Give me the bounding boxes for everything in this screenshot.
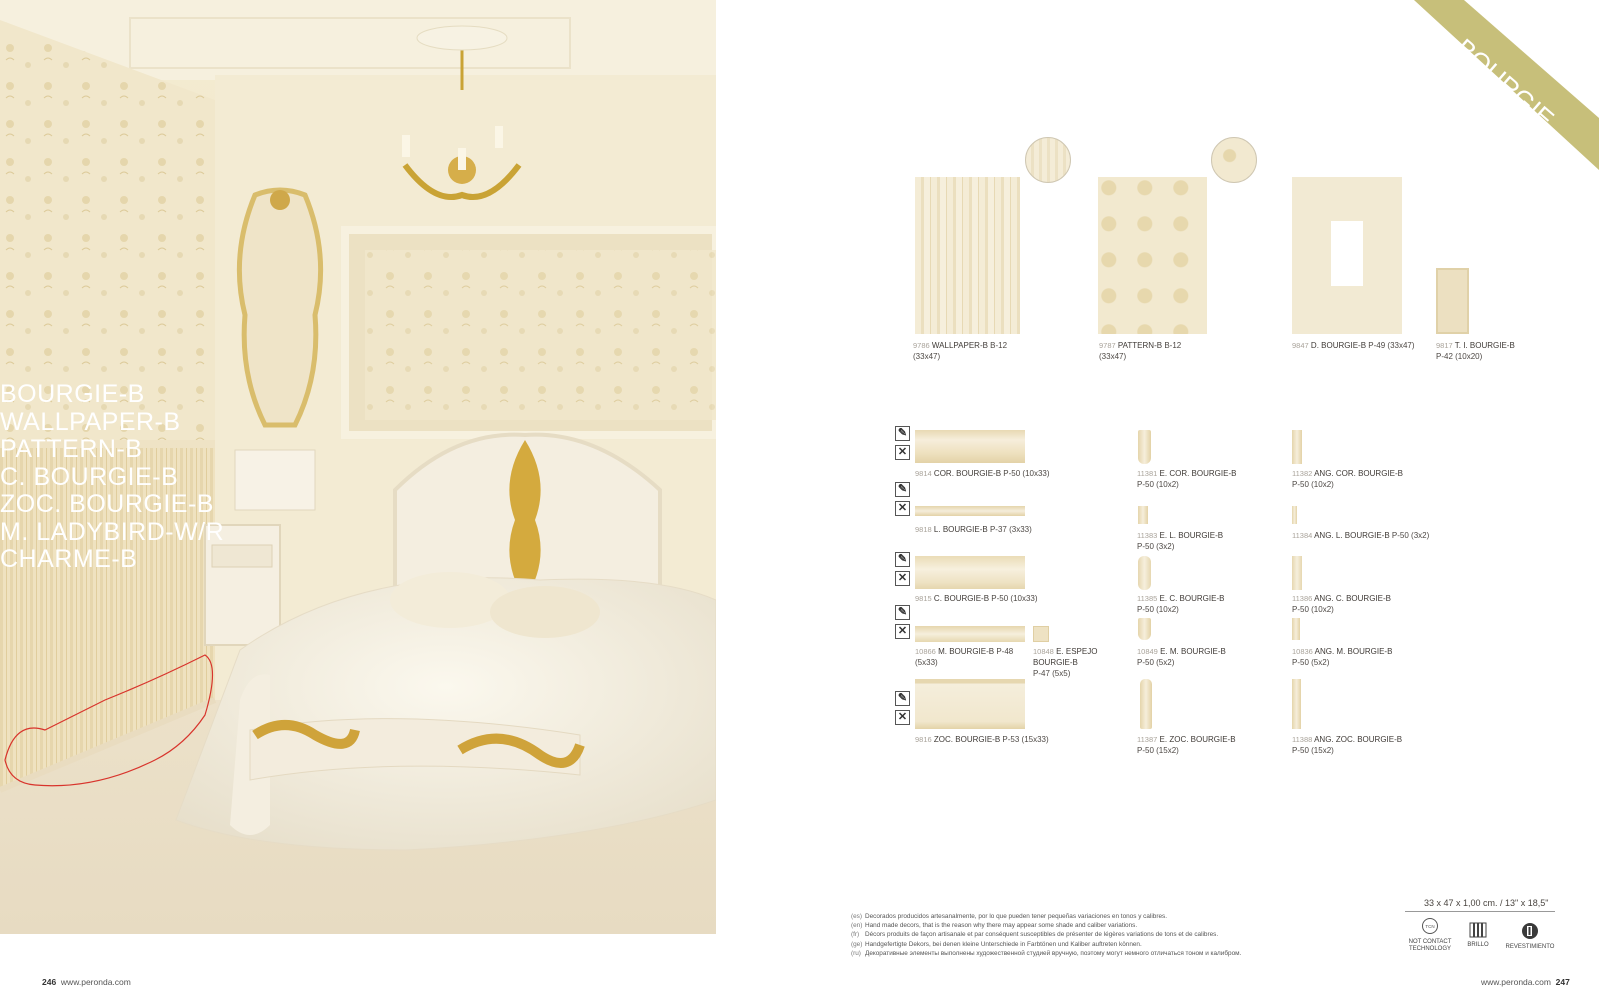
tile-dimensions: 33 x 47 x 1,00 cm. / 13" x 18,5" — [1424, 898, 1549, 908]
moulding-label: 10866 M. BOURGIE-B P-48 (5x33) — [915, 647, 1014, 667]
tile-label-wallpaper: 9786 WALLPAPER-B B-12 (33x47) — [913, 341, 1008, 361]
moulding-c — [915, 556, 1025, 589]
note-line: (es) Decorados producidos artesanalmente, por lo que pueden tener pequeñas variaciones en tonos y calibres. — [851, 913, 1167, 920]
corner-piece-m — [1292, 618, 1300, 640]
right-page-number: 247 — [1555, 977, 1570, 987]
corner-piece-zoc — [1292, 679, 1301, 729]
right-website-link[interactable]: www.peronda.com — [1481, 977, 1551, 987]
no-cut-icon: ✕ — [895, 710, 910, 725]
wallpaper-tile — [915, 177, 1020, 334]
not-contact-badge: TCN NOT CONTACT TECHNOLOGY — [1405, 917, 1455, 954]
pattern-tile — [1098, 177, 1207, 334]
no-cut-icon: ✕ — [895, 571, 910, 586]
moulding-label: 9814 COR. BOURGIE-B P-50 (10x33) — [915, 469, 1050, 478]
model-name-list — [0, 381, 224, 574]
model-name: PATTERN-B — [0, 435, 143, 463]
corner-piece-label: 10836 ANG. M. BOURGIE-B P-50 (5x2) — [1292, 647, 1393, 667]
no-cut-icon: ✕ — [895, 445, 910, 460]
handmade-brush-icon: ✎ — [895, 552, 910, 567]
handmade-brush-icon: ✎ — [895, 691, 910, 706]
ti-tile — [1436, 268, 1469, 334]
corner-piece-label: 11384 ANG. L. BOURGIE-B P-50 (3x2) — [1292, 531, 1430, 540]
end-piece-label: 11381 E. COR. BOURGIE-B P-50 (10x2) — [1137, 469, 1237, 489]
end-piece-label: 11385 E. C. BOURGIE-B P-50 (10x2) — [1137, 594, 1225, 614]
end-piece-label: 10849 E. M. BOURGIE-B P-50 (5x2) — [1137, 647, 1226, 667]
revestimiento-badge: REVESTIMIENTO — [1500, 922, 1560, 951]
tcn-circle-icon — [1421, 917, 1439, 935]
moulding-zoc — [915, 679, 1025, 729]
model-name: BOURGIE-B — [0, 380, 145, 408]
pattern-swatch — [1211, 137, 1257, 183]
end-piece-label: 11387 E. ZOC. BOURGIE-B P-50 (15x2) — [1137, 735, 1236, 755]
model-name: C. BOURGIE-B — [0, 462, 179, 491]
divider — [1405, 911, 1555, 912]
handmade-brush-icon: ✎ — [895, 426, 910, 441]
moulding-m — [915, 626, 1025, 642]
corner-piece-l — [1292, 506, 1297, 524]
moulding-l — [915, 506, 1025, 516]
model-name: WALLPAPER-B — [0, 407, 181, 436]
model-name: M. LADYBIRD-W/R — [0, 517, 225, 546]
left-page-number: 246 — [42, 977, 57, 987]
wall-tile-icon — [1521, 922, 1539, 940]
decor-tile — [1292, 177, 1402, 334]
handmade-brush-icon: ✎ — [895, 605, 910, 620]
note-line: (en) Hand made decors, that is the reason why there may appear some shade and caliber variations. — [851, 922, 1138, 930]
right-folio — [1481, 977, 1570, 987]
corner-piece-label: 11386 ANG. C. BOURGIE-B P-50 (10x2) — [1292, 594, 1391, 614]
moulding-cor — [915, 430, 1025, 463]
tile-label-ti: 9817 T. I. BOURGIE-B P-42 (10x20) — [1436, 341, 1515, 361]
mirror-opening — [1331, 221, 1363, 286]
moulding-label: 9816 ZOC. BOURGIE-B P-53 (15x33) — [915, 735, 1049, 744]
left-folio — [42, 977, 131, 987]
no-cut-icon: ✕ — [895, 624, 910, 639]
corner-piece-cor — [1292, 430, 1302, 464]
moulding-label: 10848 E. ESPEJO BOURGIE-B P-47 (5x5) — [1033, 647, 1098, 678]
tile-label-decor: 9847 D. BOURGIE-B P-49 (33x47) — [1292, 341, 1415, 350]
no-cut-icon: ✕ — [895, 501, 910, 516]
bedroom-photo — [0, 0, 716, 934]
wallpaper-swatch — [1025, 137, 1071, 183]
end-piece-m — [1138, 618, 1151, 640]
moulding-label: 9815 C. BOURGIE-B P-50 (10x33) — [915, 594, 1038, 603]
corner-piece-label: 11382 ANG. COR. BOURGIE-B P-50 (10x2) — [1292, 469, 1403, 489]
end-piece-zoc — [1140, 679, 1152, 729]
brillo-badge: BRILLO — [1460, 922, 1496, 949]
model-name: ZOC. BOURGIE-B — [0, 490, 214, 518]
corner-band — [1359, 0, 1599, 170]
corner-piece-c — [1292, 556, 1302, 590]
end-piece-c — [1138, 556, 1151, 590]
svg-text:TCN: TCN — [1425, 924, 1435, 929]
model-name: CHARME-B — [0, 545, 138, 573]
corner-label: BOURGIE — [1449, 32, 1560, 134]
moulding-espejo — [1033, 626, 1049, 642]
note-line: (ru) Декоративные элементы выполнены художественной студией вручную, поэтому могут немного отличаться тоном и калибром. — [851, 949, 1242, 957]
left-website-link[interactable]: www.peronda.com — [60, 977, 131, 987]
gloss-stripes-icon — [1469, 922, 1487, 938]
note-line: (fr) Décors produits de façon artisanale et par conséquent susceptibles de présenter de légères variations de tons et de calibres. — [851, 931, 1219, 939]
handmade-brush-icon: ✎ — [895, 482, 910, 497]
corner-piece-label: 11388 ANG. ZOC. BOURGIE-B P-50 (15x2) — [1292, 735, 1403, 755]
note-line: (ge) Handgefertigte Dekors, bei denen kleine Unterschiede in Farbtönen und Kaliber auftreten können. — [851, 940, 1142, 948]
end-piece-cor — [1138, 430, 1151, 464]
moulding-label: 9818 L. BOURGIE-B P-37 (3x33) — [915, 525, 1032, 534]
end-piece-label: 11383 E. L. BOURGIE-B P-50 (3x2) — [1137, 531, 1224, 551]
end-piece-l — [1138, 506, 1148, 524]
tile-label-pattern: 9787 PATTERN-B B-12 (33x47) — [1099, 341, 1182, 361]
handmade-notes — [851, 912, 1241, 958]
